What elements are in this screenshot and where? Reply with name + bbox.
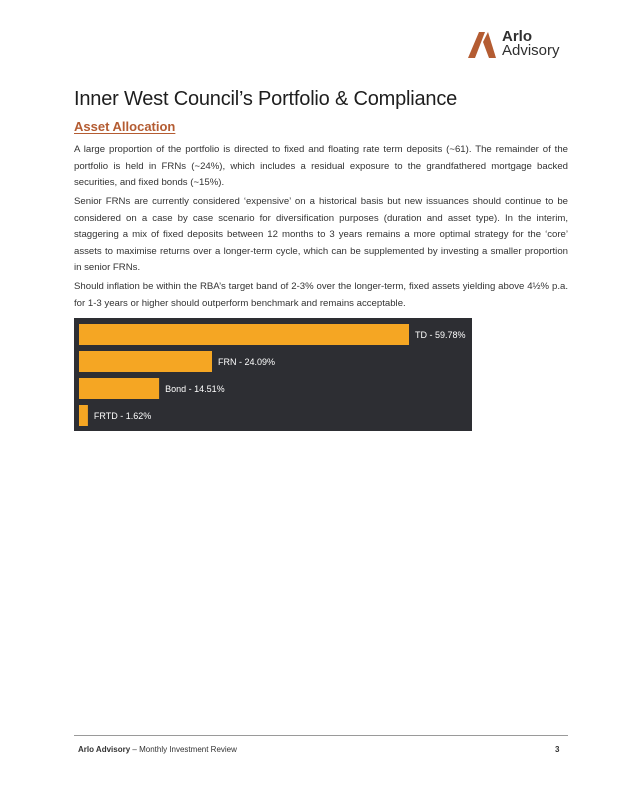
- brand-name-line1: Arlo: [502, 28, 532, 45]
- asset-allocation-chart: [74, 318, 472, 431]
- bar-bond: [79, 378, 159, 399]
- page-title: Inner West Council’s Portfolio & Compliance: [74, 88, 458, 110]
- bar-label-frtd: FRTD - 1.62%: [93, 411, 152, 421]
- footer-divider: [74, 735, 568, 736]
- footer-brand: Arlo Advisory: [78, 745, 131, 754]
- brand-name-line2: Advisory: [502, 42, 560, 59]
- bar-td: [79, 324, 409, 345]
- arlo-logo-icon: [466, 28, 498, 60]
- brand-wordmark: [502, 30, 560, 58]
- asset-allocation-chart-svg: [74, 318, 472, 431]
- bar-label-td: TD - 59.78%: [415, 330, 466, 340]
- bar-label-frn: FRN - 24.09%: [218, 357, 276, 367]
- footer-publication: [78, 745, 237, 754]
- paragraph-portfolio-overview: A large proportion of the portfolio is directed to fixed and floating rate term deposits (~61). The remainder of the portfolio is held in FRNs (~24%), which includes a residual exposure to the grandfathered mortgage backed securities, and fixed bonds (~15%).: [74, 144, 568, 188]
- bar-frtd: [79, 405, 88, 426]
- paragraph-inflation-outlook: Should inflation be within the RBA’s target band of 2-3% over the longer-term, fixed assets yielding above 4½% p.a. for 1-3 years or higher should outperform benchmark and remains acceptable.: [74, 281, 568, 309]
- footer-subtitle: – Monthly Investment Review: [132, 745, 237, 754]
- bar-frn: [79, 351, 212, 372]
- page-number: 3: [555, 745, 560, 754]
- section-heading-asset-allocation: Asset Allocation: [74, 119, 176, 134]
- bar-label-bond: Bond - 14.51%: [165, 384, 225, 394]
- brand-logo: [466, 28, 560, 60]
- paragraph-senior-frns: Senior FRNs are currently considered ‘expensive’ on a historical basis but new issuances should continue to be considered on a case by case scenario for diversification purposes (duration and asset type). In the interim, staggering a mix of fixed deposits between 12 months to 3 years remains a more optimal strategy for the ‘core’ assets to maximise returns over a longer-term cycle, which can be supplemented by investing a smaller proportion in senior FRNs.: [74, 196, 568, 273]
